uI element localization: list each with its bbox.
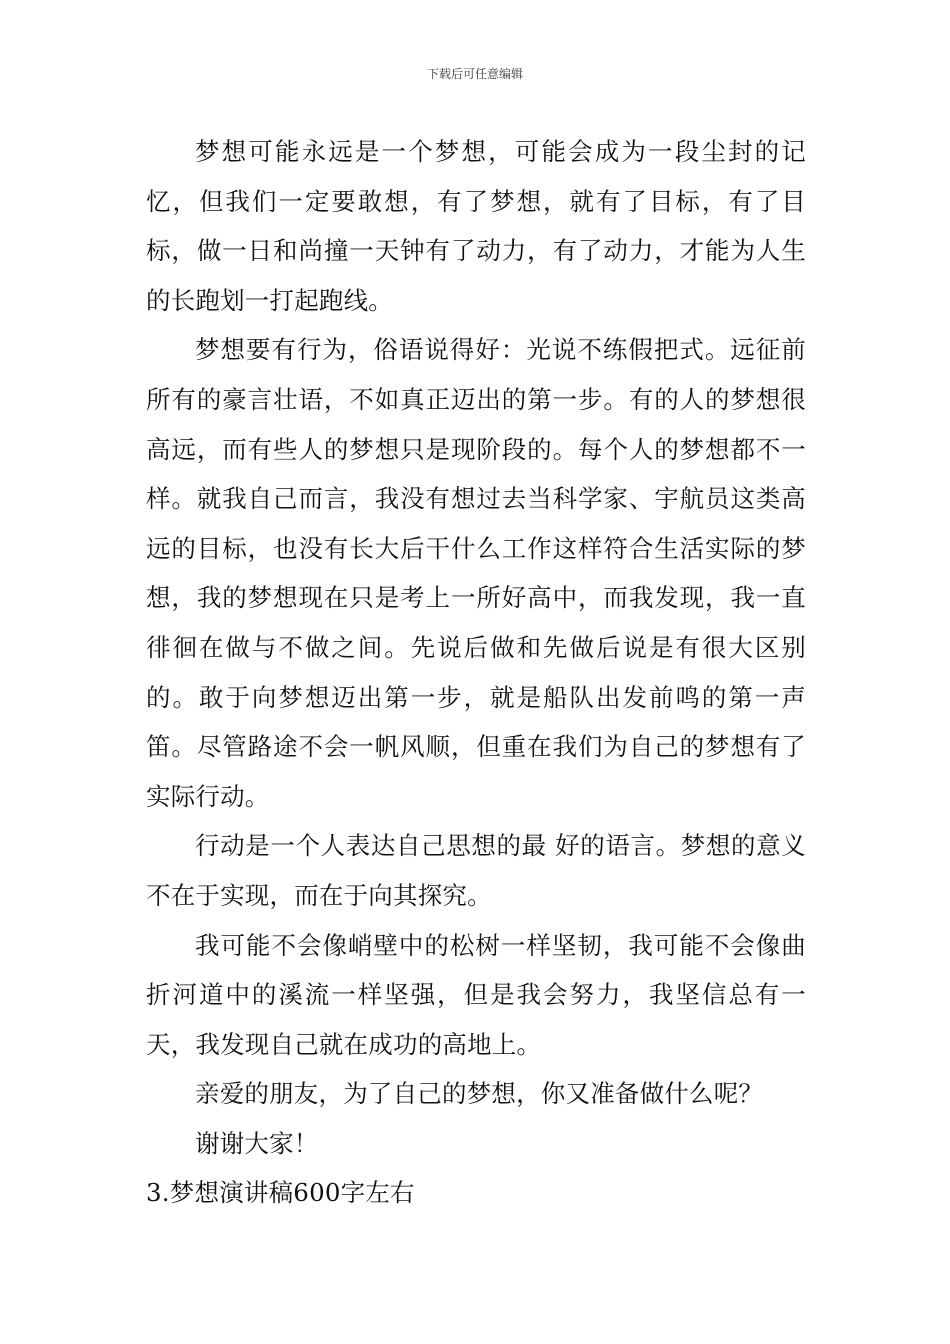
document-body bbox=[146, 127, 806, 1218]
page-header: 下载后可任意编辑 bbox=[426, 67, 523, 81]
paragraph-6: 谢谢大家！ bbox=[195, 1128, 319, 1158]
paragraph-1: 梦想可能永远是一个梦想，可能会成为一段尘封的记忆，但我们一定要敢想，有了梦想，就有了目标，有了目标，做一日和尚撞一天钟有了动力，有了动力，才能为人生的长跑划一打起跑线。 bbox=[146, 137, 806, 315]
paragraph-5: 亲爱的朋友，为了自己的梦想，你又准备做什么呢？ bbox=[195, 1079, 764, 1109]
paragraph-4: 我可能不会像峭壁中的松树一样坚韧，我可能不会像曲折河道中的溪流一样坚强，但是我会努力，我坚信总有一天，我发现自己就在成功的高地上。 bbox=[146, 930, 806, 1059]
paragraph-3: 行动是一个人表达自己思想的最 好的语言。梦想的意义不在于实现，而在于向其探究。 bbox=[146, 831, 806, 910]
paragraph-2: 梦想要有行为，俗语说得好：光说不练假把式。远征前所有的豪言壮语，不如真正迈出的第一步。有的人的梦想很高远，而有些人的梦想只是现阶段的。每个人的梦想都不一样。就我自己而言，我没有想过去当科学家、宇航员这类高远的目标，也没有长大后干什么工作这样符合生活实际的梦想，我的梦想现在只是考上一所好高中，而我发现，我一直徘徊在做与不做之间。先说后做和先做后说是有很大区别的。敢于向梦想迈出第一步，就是船队出发前鸣的第一声笛。尽管路途不会一帆风顺，但重在我们为自己的梦想有了实际行动。 bbox=[146, 335, 806, 811]
section-heading: 3.梦想演讲稿600字左右 bbox=[146, 1178, 415, 1208]
